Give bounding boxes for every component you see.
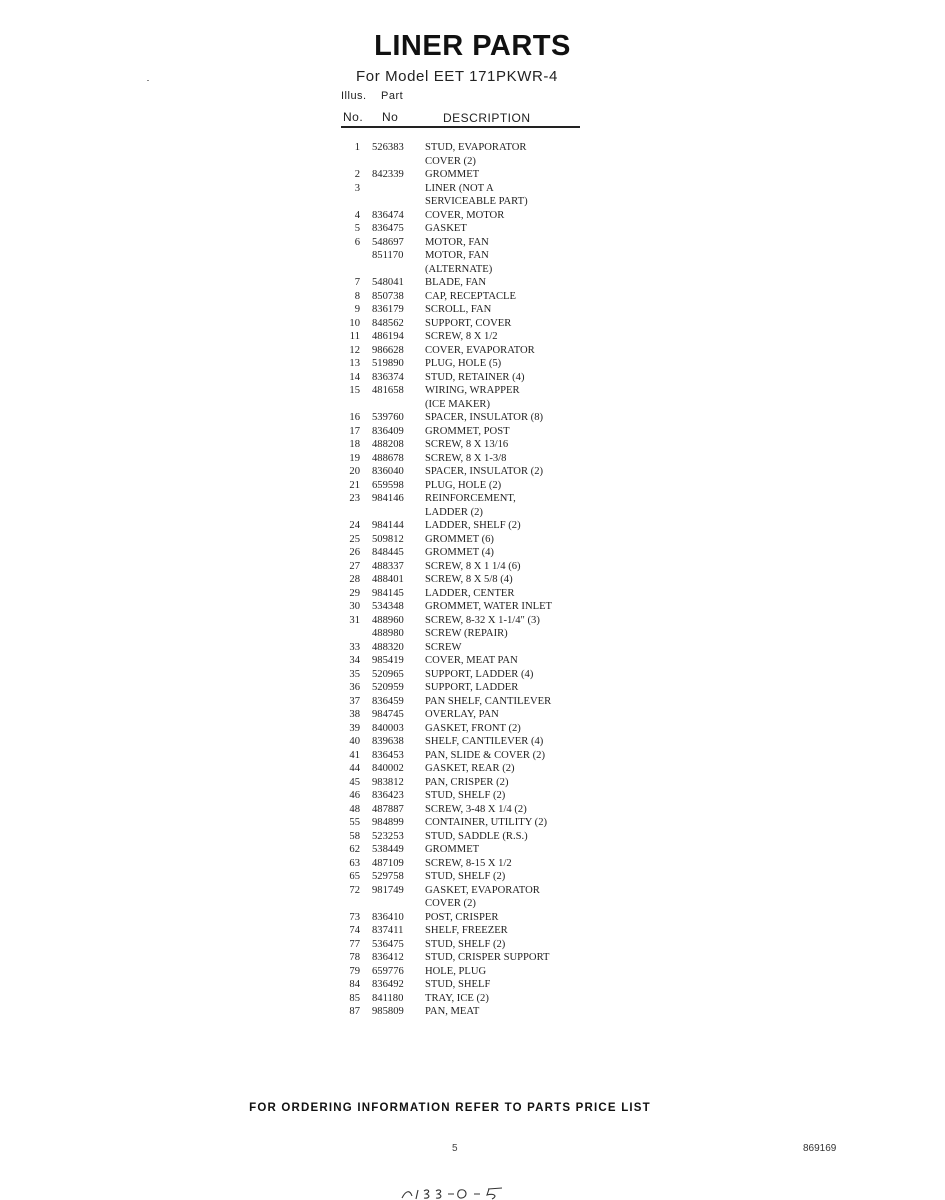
part-description: SUPPORT, LADDER bbox=[425, 682, 519, 693]
part-description: REINFORCEMENT, bbox=[425, 493, 516, 504]
illus-number: 35 bbox=[349, 668, 360, 680]
part-number: 848445 bbox=[372, 547, 404, 558]
illus-number: 65 bbox=[349, 871, 360, 882]
part-number: 509812 bbox=[372, 533, 404, 545]
part-number: 983812 bbox=[372, 776, 404, 788]
part-number: 837411 bbox=[372, 925, 404, 936]
illus-number: 63 bbox=[349, 857, 360, 869]
part-description: GASKET, FRONT (2) bbox=[425, 722, 521, 734]
illus-number: 73 bbox=[349, 911, 360, 923]
illus-number: 74 bbox=[349, 925, 360, 936]
part-description: SCREW, 8 X 1 1/4 (6) bbox=[425, 560, 521, 572]
part-description: BLADE, FAN bbox=[425, 277, 487, 288]
illus-number: 38 bbox=[349, 709, 360, 720]
illus-number: 45 bbox=[349, 776, 360, 788]
illus-number: 40 bbox=[349, 736, 360, 747]
illus-number: 20 bbox=[349, 466, 360, 477]
illus-number: 31 bbox=[349, 614, 360, 626]
illus-number: 26 bbox=[349, 547, 360, 558]
part-description: STUD, SADDLE (R.S.) bbox=[425, 830, 528, 842]
part-number: 842339 bbox=[372, 169, 404, 180]
illus-number: 21 bbox=[349, 479, 360, 491]
illus-number: 33 bbox=[349, 641, 360, 653]
part-number: 984745 bbox=[372, 709, 404, 720]
illus-number: 16 bbox=[349, 412, 360, 423]
illus-number: 8 bbox=[354, 290, 360, 302]
illus-number: 36 bbox=[349, 682, 360, 693]
illus-number: 72 bbox=[349, 884, 360, 896]
page-number: 5 bbox=[452, 1143, 458, 1154]
part-number: 520959 bbox=[372, 682, 404, 693]
part-number: 488208 bbox=[372, 439, 404, 450]
illus-number: 46 bbox=[349, 790, 360, 801]
part-description: TRAY, ICE (2) bbox=[425, 992, 489, 1004]
part-description: GASKET, EVAPORATOR bbox=[425, 884, 540, 896]
illus-number: 37 bbox=[349, 695, 360, 707]
part-number: 519890 bbox=[372, 358, 404, 369]
part-description: COVER, MOTOR bbox=[425, 209, 505, 221]
part-description: COVER, EVAPORATOR bbox=[425, 344, 535, 356]
part-description: LADDER, SHELF (2) bbox=[425, 520, 521, 531]
part-description: (ALTERNATE) bbox=[425, 263, 493, 275]
part-number: 534348 bbox=[372, 601, 404, 612]
illus-number: 28 bbox=[349, 574, 360, 585]
part-description: PAN SHELF, CANTILEVER bbox=[425, 695, 552, 707]
part-number: 836412 bbox=[372, 952, 404, 963]
part-description: SCREW, 8-32 X 1-1/4" (3) bbox=[425, 614, 540, 626]
part-description: MOTOR, FAN bbox=[425, 250, 489, 261]
illus-number: 29 bbox=[349, 587, 360, 599]
part-number: 984145 bbox=[372, 587, 404, 599]
part-number: 841180 bbox=[372, 992, 404, 1004]
illus-number: 77 bbox=[349, 938, 360, 950]
part-description: CONTAINER, UTILITY (2) bbox=[425, 817, 548, 828]
part-number: 840002 bbox=[372, 763, 404, 774]
part-number: 836492 bbox=[372, 979, 404, 990]
part-description: GROMMET (4) bbox=[425, 547, 494, 558]
part-description: COVER (2) bbox=[425, 155, 476, 167]
part-description: GROMMET, WATER INLET bbox=[425, 601, 553, 612]
part-number: 538449 bbox=[372, 844, 404, 855]
header-illus-no: No. bbox=[343, 110, 364, 124]
part-description: SCREW bbox=[425, 641, 462, 653]
part-description: SHELF, FREEZER bbox=[425, 925, 508, 936]
part-number: 487109 bbox=[372, 857, 404, 869]
part-description: STUD, RETAINER (4) bbox=[425, 371, 525, 383]
header-part: Part bbox=[381, 90, 404, 102]
part-number: 984146 bbox=[372, 493, 404, 504]
header-description: DESCRIPTION bbox=[443, 111, 531, 125]
illus-number: 44 bbox=[349, 763, 360, 774]
part-number: 986628 bbox=[372, 344, 404, 356]
page-title: LINER PARTS bbox=[374, 30, 571, 62]
illus-number: 18 bbox=[349, 439, 360, 450]
part-number: 851170 bbox=[372, 250, 404, 261]
part-description: SUPPORT, LADDER (4) bbox=[425, 668, 534, 680]
part-description: COVER (2) bbox=[425, 898, 476, 909]
illus-number: 25 bbox=[349, 533, 360, 545]
part-number: 836374 bbox=[372, 371, 404, 383]
part-number: 488320 bbox=[372, 641, 404, 653]
part-description: SCREW, 8 X 13/16 bbox=[425, 439, 509, 450]
illus-number: 23 bbox=[349, 493, 360, 504]
part-number: 526383 bbox=[372, 142, 404, 153]
part-number: 488401 bbox=[372, 574, 404, 585]
part-number: 548041 bbox=[372, 277, 404, 288]
illus-number: 17 bbox=[349, 425, 360, 437]
part-description: LINER (NOT A bbox=[425, 182, 494, 194]
illus-number: 19 bbox=[349, 452, 360, 464]
part-description: PAN, CRISPER (2) bbox=[425, 776, 509, 788]
illus-number: 24 bbox=[349, 520, 360, 531]
header-rule bbox=[341, 126, 580, 128]
part-number: 981749 bbox=[372, 884, 404, 896]
part-description: WIRING, WRAPPER bbox=[425, 385, 520, 396]
part-number: 836410 bbox=[372, 911, 404, 923]
header-illus: Illus. bbox=[341, 90, 367, 102]
part-number: 984899 bbox=[372, 817, 404, 828]
illus-number: 6 bbox=[354, 236, 360, 248]
illus-number: 5 bbox=[354, 223, 360, 234]
part-description: SERVICEABLE PART) bbox=[425, 196, 528, 207]
part-number: 836423 bbox=[372, 790, 404, 801]
illus-number: 34 bbox=[349, 655, 360, 666]
illus-number: 58 bbox=[349, 830, 360, 842]
part-description: GROMMET bbox=[425, 844, 480, 855]
illus-number: 48 bbox=[349, 803, 360, 815]
part-description: GROMMET bbox=[425, 169, 480, 180]
part-description: GROMMET (6) bbox=[425, 533, 494, 545]
illus-number: 3 bbox=[354, 182, 360, 194]
part-description: GASKET, REAR (2) bbox=[425, 763, 515, 774]
illus-number: 30 bbox=[349, 601, 360, 612]
illus-number: 55 bbox=[349, 817, 360, 828]
part-description: PAN, SLIDE & COVER (2) bbox=[425, 749, 545, 761]
part-number: 836409 bbox=[372, 425, 404, 437]
part-description: CAP, RECEPTACLE bbox=[425, 290, 516, 302]
part-description: POST, CRISPER bbox=[425, 911, 499, 923]
illus-number: 62 bbox=[349, 844, 360, 855]
part-number: 985809 bbox=[372, 1006, 404, 1017]
part-number: 836474 bbox=[372, 209, 404, 221]
illus-number: 14 bbox=[349, 371, 360, 383]
part-description: LADDER (2) bbox=[425, 506, 483, 518]
document-number: 869169 bbox=[803, 1143, 837, 1154]
part-number: 548697 bbox=[372, 236, 404, 248]
part-description: (ICE MAKER) bbox=[425, 398, 491, 410]
part-description: SCREW, 8-15 X 1/2 bbox=[425, 857, 512, 869]
part-number: 836475 bbox=[372, 223, 404, 234]
part-description: PAN, MEAT bbox=[425, 1006, 480, 1017]
part-description: LADDER, CENTER bbox=[425, 587, 515, 599]
handwritten-signature bbox=[398, 1184, 508, 1200]
part-number: 659776 bbox=[372, 965, 404, 977]
part-description: SPACER, INSULATOR (8) bbox=[425, 412, 544, 423]
illus-number: 41 bbox=[349, 749, 360, 761]
part-number: 488980 bbox=[372, 628, 404, 639]
part-number: 481658 bbox=[372, 385, 404, 396]
illus-number: 78 bbox=[349, 952, 360, 963]
illus-number: 27 bbox=[349, 560, 360, 572]
illus-number: 87 bbox=[349, 1006, 360, 1017]
part-description: GROMMET, POST bbox=[425, 425, 510, 437]
illus-number: 1 bbox=[354, 142, 360, 153]
illus-number: 12 bbox=[349, 344, 360, 356]
part-description: HOLE, PLUG bbox=[425, 965, 487, 977]
part-number: 539760 bbox=[372, 412, 404, 423]
illus-number: 13 bbox=[349, 358, 360, 369]
part-description: STUD, EVAPORATOR bbox=[425, 142, 527, 153]
part-number: 836040 bbox=[372, 466, 404, 477]
part-number: 840003 bbox=[372, 722, 404, 734]
part-number: 850738 bbox=[372, 290, 404, 302]
part-number: 487887 bbox=[372, 803, 404, 815]
part-number: 836179 bbox=[372, 304, 404, 315]
part-description: SCREW, 8 X 5/8 (4) bbox=[425, 574, 513, 585]
part-description: STUD, CRISPER SUPPORT bbox=[425, 952, 550, 963]
illus-number: 7 bbox=[354, 277, 360, 288]
part-number: 488337 bbox=[372, 560, 404, 572]
illus-number: 84 bbox=[349, 979, 360, 990]
illus-number: 15 bbox=[349, 385, 360, 396]
part-description: SCREW, 3-48 X 1/4 (2) bbox=[425, 803, 527, 815]
part-number: 984144 bbox=[372, 520, 404, 531]
part-number: 486194 bbox=[372, 331, 404, 342]
illus-number: 39 bbox=[349, 722, 360, 734]
part-number: 659598 bbox=[372, 479, 404, 491]
part-number: 536475 bbox=[372, 938, 404, 950]
part-description: PLUG, HOLE (2) bbox=[425, 479, 502, 491]
part-description: STUD, SHELF (2) bbox=[425, 938, 506, 950]
part-description: PLUG, HOLE (5) bbox=[425, 358, 502, 369]
part-description: SHELF, CANTILEVER (4) bbox=[425, 736, 544, 747]
illus-number: 79 bbox=[349, 965, 360, 977]
part-description: GASKET bbox=[425, 223, 467, 234]
part-number: 848562 bbox=[372, 317, 404, 329]
illus-number: 2 bbox=[354, 169, 360, 180]
part-number: 529758 bbox=[372, 871, 404, 882]
part-number: 488960 bbox=[372, 614, 404, 626]
part-description: STUD, SHELF (2) bbox=[425, 790, 506, 801]
header-part-no: No bbox=[382, 110, 399, 124]
part-number: 985419 bbox=[372, 655, 404, 666]
part-number: 839638 bbox=[372, 736, 404, 747]
part-number: 523253 bbox=[372, 830, 404, 842]
illus-number: 4 bbox=[354, 209, 360, 221]
part-description: OVERLAY, PAN bbox=[425, 709, 499, 720]
part-description: SCREW, 8 X 1-3/8 bbox=[425, 452, 507, 464]
illus-number: 11 bbox=[349, 331, 360, 342]
part-description: STUD, SHELF bbox=[425, 979, 491, 990]
part-number: 836453 bbox=[372, 749, 404, 761]
ordering-footer: FOR ORDERING INFORMATION REFER TO PARTS PRICE LIST bbox=[249, 1102, 651, 1114]
part-description: SUPPORT, COVER bbox=[425, 317, 512, 329]
part-number: 488678 bbox=[372, 452, 404, 464]
illus-number: 9 bbox=[354, 304, 360, 315]
part-description: SCREW, 8 X 1/2 bbox=[425, 331, 498, 342]
part-description: MOTOR, FAN bbox=[425, 236, 489, 248]
part-number: 520965 bbox=[372, 668, 404, 680]
part-number: 836459 bbox=[372, 695, 404, 707]
model-subtitle: For Model EET 171PKWR-4 bbox=[356, 68, 558, 85]
part-description: SCROLL, FAN bbox=[425, 304, 492, 315]
part-description: SCREW (REPAIR) bbox=[425, 628, 508, 639]
part-description: SPACER, INSULATOR (2) bbox=[425, 466, 544, 477]
scan-speck bbox=[147, 80, 149, 81]
illus-number: 10 bbox=[349, 317, 360, 329]
illus-number: 85 bbox=[349, 992, 360, 1004]
part-description: STUD, SHELF (2) bbox=[425, 871, 506, 882]
part-description: COVER, MEAT PAN bbox=[425, 655, 518, 666]
